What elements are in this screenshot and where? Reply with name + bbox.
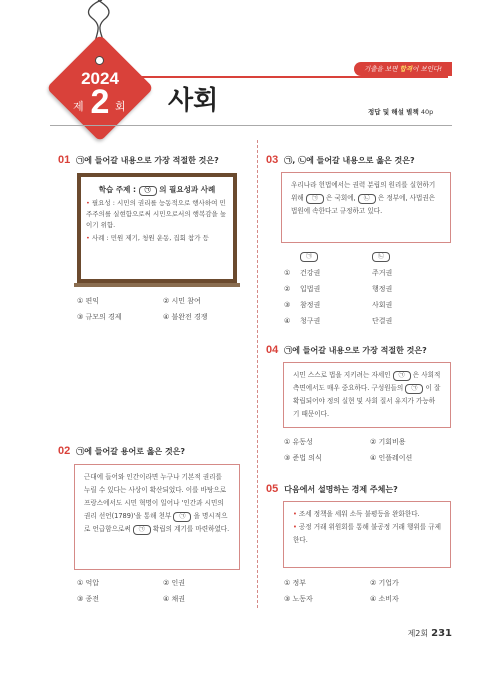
header-divider [50, 125, 452, 126]
question-01 [58, 154, 219, 166]
choice-4[interactable]: ④ 인플레이션 [370, 454, 413, 462]
page-footer [408, 628, 452, 639]
column-divider [257, 140, 258, 608]
choice-1[interactable]: ① 억압 [77, 579, 100, 587]
description-line-1: • 조세 정책을 세워 소득 불평등을 완화한다. [293, 510, 420, 518]
question-prompt: ㉠에 들어갈 용어로 옳은 것은? [76, 446, 186, 456]
table-header [284, 249, 432, 265]
board-line-necessity: • 필요성 : 시민의 권리를 능동적으로 행사하여 민주주의를 실현함으로써 시민으로서의 행복감을 높이기 위함. [86, 199, 227, 229]
tag-hole [95, 56, 104, 65]
question-prompt: ㉠, ㉡에 들어갈 내용으로 옳은 것은? [284, 155, 415, 165]
round-suffix: 회 [115, 100, 126, 113]
page-title: 사회 [168, 86, 219, 116]
question-number: 01 [58, 154, 71, 166]
chalkboard [77, 173, 237, 283]
chalkboard-tray [74, 283, 240, 287]
question-prompt: ㉠에 들어갈 내용으로 가장 적절한 것은? [76, 155, 219, 165]
choice-4[interactable]: ④ 채권 [163, 595, 186, 603]
choice-row[interactable]: ② 입법권 행정권 [284, 285, 393, 293]
column-b-label: ㉡ [372, 252, 390, 262]
choices-q03 [284, 249, 432, 329]
question-05 [266, 483, 398, 495]
passage-q03: 우리나라 헌법에서는 권력 분립의 원리를 실현하기 위해 ㉠ 은 국회에, ㉡ 은 정부에, 사법권은 법원에 속한다고 규정하고 있다. [281, 172, 451, 243]
slogan-banner: 기출을 보면 합격이 보인다! [354, 62, 452, 76]
choice-4[interactable]: ④ 소비자 [370, 595, 399, 603]
choice-3[interactable]: ③ 규모의 경제 [77, 313, 122, 321]
choice-3[interactable]: ③ 종전 [77, 595, 100, 603]
passage-q04: 시민 스스로 법을 지키려는 자세인 ㉠ 은 사회적 측면에서도 매우 중요하다. 구성원들의 ㉠ 이 잘 확립되어야 정의 실현 및 사회 질서 유지가 가능하기 때문이다. [283, 362, 451, 428]
question-number: 02 [58, 445, 71, 457]
choices-q02 [77, 578, 249, 604]
page-number: 231 [431, 628, 452, 639]
question-prompt: ㉠에 들어갈 내용으로 가장 적절한 것은? [284, 345, 427, 355]
choice-row[interactable]: ④ 청구권 단결권 [284, 317, 393, 325]
column-a-label: ㉠ [300, 252, 318, 262]
exam-year: 2024 [81, 69, 119, 88]
question-number: 03 [266, 154, 279, 166]
passage-q05 [283, 501, 451, 568]
question-03 [266, 154, 415, 166]
choice-2[interactable]: ② 기업가 [370, 579, 399, 587]
choice-3[interactable]: ③ 노동자 [284, 595, 313, 603]
choice-2[interactable]: ② 시민 참여 [163, 297, 201, 305]
choice-1[interactable]: ① 편익 [77, 297, 100, 305]
board-line-examples: • 사례 : 민원 제기, 청원 운동, 집회 참가 등 [86, 234, 209, 242]
question-number: 05 [266, 483, 279, 495]
round-prefix: 제 [73, 100, 84, 113]
question-prompt: 다음에서 설명하는 경제 주체는? [284, 484, 398, 494]
choice-row[interactable]: ① 건강권 주거권 [284, 269, 393, 277]
question-04 [266, 344, 427, 356]
choices-q05 [284, 578, 456, 604]
question-number: 04 [266, 344, 279, 356]
choice-1[interactable]: ① 유동성 [284, 438, 313, 446]
board-title: 학습 주제 : ㉠ 의 필요성과 사례 [98, 185, 216, 194]
choice-row[interactable]: ③ 참정권 사회권 [284, 301, 393, 309]
round-number: 2 [90, 83, 110, 121]
question-02 [58, 445, 185, 457]
answer-reference: 정답 및 해설 별책 40p [368, 108, 434, 116]
choice-1[interactable]: ① 정부 [284, 579, 307, 587]
choices-q01 [77, 296, 249, 322]
passage-q02: 근대에 들어와 인간이라면 누구나 기본적 권리를 누릴 수 있다는 사상이 확산되었다. 이를 바탕으로 프랑스에서도 시민 혁명이 일어나 '인간과 시민의 권리 선언(1789)'을 통해 천부 ㉠ 을 명시적으로 언급함으로써 ㉠ 확립의 계기를 마련하였다. [74, 464, 240, 570]
choice-3[interactable]: ③ 준법 의식 [284, 454, 322, 462]
choice-2[interactable]: ② 인권 [163, 579, 186, 587]
choice-2[interactable]: ② 기회비용 [370, 438, 406, 446]
description-line-2: • 공정 거래 위원회를 통해 불공정 거래 행위를 규제한다. [293, 523, 441, 544]
choices-q04 [284, 437, 456, 463]
choice-4[interactable]: ④ 불완전 경쟁 [163, 313, 208, 321]
header-rule [138, 76, 448, 78]
footer-round-label: 제2회 [407, 629, 429, 638]
